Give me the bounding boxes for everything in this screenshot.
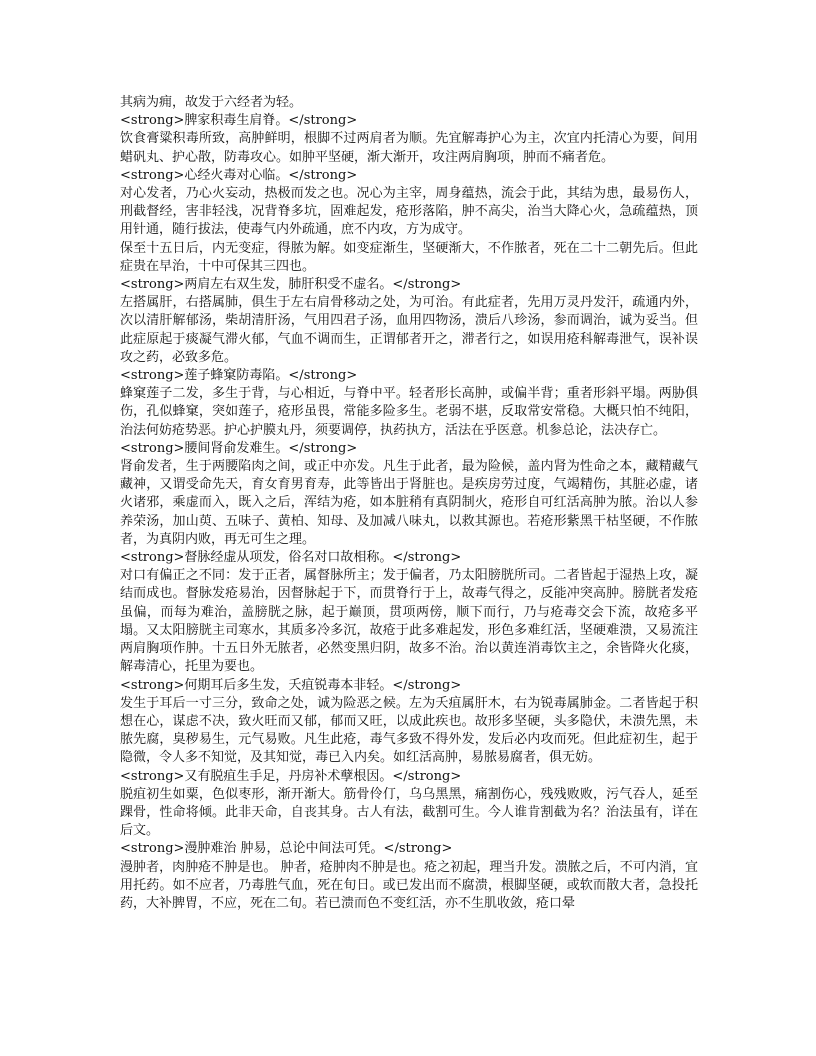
body-paragraph: 左搭属肝，右搭属肺，俱生于左右肩骨移动之处，为可治。有此症者，先用万灵丹发汗，疏通内外，次以清肝解郁汤，柴胡清肝汤，气用四君子汤，血用四物汤，溃后八珍汤，参而调治，诚为妥当。但此症原起于痰凝气滞火郁，气血不调而生，正谓郁者开之，滞者行之，如误用疮科解毒泄气，误补误攻之药，必致多危。	[120, 295, 698, 365]
section-heading: <strong>督脉经虚从项发，俗名对口故相称。</strong>	[120, 550, 462, 566]
body-paragraph: 对心发者，乃心火妄动，热极而发之也。况心为主宰，周身蕴热，流会于此，其结为患，最易伤人，刑截督经，害非轻浅，况背脊多坑，固难起发，疮形落陷，肿不高尖，治当大降心火，急疏蕴热，顶用针通，随行拔法，使毒气内外疏通，庶不内攻，方为成守。	[120, 186, 698, 238]
body-paragraph: 脱疽初生如粟，色似枣形，渐开渐大。筋骨伶仃，乌乌黑黑，痛割伤心，残残败败，污气吞人，延至踝骨，性命将倾。此非天命，自丧其身。古人有法，截割可生。今人谁肯割截为名？治法虽有，详在后文。	[120, 786, 698, 839]
section-heading: <strong>两肩左右双生发，肺肝积受不虚名。</strong>	[120, 277, 462, 293]
section-heading: <strong>脾家积毒生肩脊。</strong>	[120, 113, 358, 129]
document-page	[120, 94, 698, 913]
section-heading: <strong>腰间肾俞发难生。</strong>	[120, 440, 358, 456]
body-paragraph: 蜂窠莲子二发，多生于背，与心相近，与脊中平。轻者形长高肿，或偏半背；重者形斜平塌。两胁俱伤，孔似蜂窠，突如莲子，疮形虽畏，常能多险多生。老弱不堪，反取常安常稳。大概只怕不纯阳，治法何妨疮势恶。护心护膜丸丹，须要调停，执药执方，活法在乎医意。机参总论，法决存亡。	[120, 386, 698, 438]
body-paragraph: 发生于耳后一寸三分，致命之处，诚为险恶之候。左为夭疽属肝木，右为锐毒属肺金。二者皆起于积想在心，谋虑不决，致火旺而又郁，郁而又旺，以成此疾也。故形多坚硬，头多隐伏，未溃先黑，未脓先腐，臭秽易生，元气易败。凡生此疮，毒气多致不得外发，发后必内攻而死。但此症初生，起于隐微，令人多不知觉，及其知觉，毒已入内矣。如红活高肿，易脓易腐者，俱无妨。	[120, 695, 698, 766]
body-paragraph: 饮食膏粱积毒所致，高肿鲜明，根脚不过两肩者为顺。先宜解毒护心为主，次宜内托清心为要，间用蜡矾丸、护心散，防毒攻心。如肿平坚硬，渐大渐开，攻注两肩胸项，肿而不痛者危。	[120, 131, 698, 165]
section-heading: <strong>心经火毒对心临。</strong>	[120, 167, 358, 183]
body-paragraph: 其病为痈，故发于六经者为轻。	[120, 95, 303, 110]
section-heading: <strong>漫肿难治 肿易，总论中间法可凭。</strong>	[120, 841, 453, 857]
section-heading: <strong>莲子蜂窠防毒陷。</strong>	[120, 368, 358, 384]
body-paragraph: 对口有偏正之不同：发于正者，属督脉所主；发于偏者，乃太阳膀胱所司。二者皆起于湿热上攻，凝结而成也。督脉发疮易治，因督脉起于下，而贯脊行于上，故毒气得之，反能冲突高肿。膀胱者发疮虽偏，而每为难治，盖膀胱之脉，起于巅顶，贯项两傍，顺下而行，乃与疮毒交会下流，故疮多平塌。又太阳膀胱主司寒水，其质多冷多沉，故疮于此多难起发，形色多难红活，坚硬难溃，又易流注两肩胸项作肿。十五日外无脓者，必然变黑归阴，故多不治。治以黄连消毒饮主之，余皆降火化痰，解毒清心，托里为要也。	[120, 568, 698, 675]
body-paragraph: 漫肿者，肉肿疮不肿是也。 肿者，疮肿肉不肿是也。疮之初起，理当升发。溃脓之后，不可内消，宜用托药。如不应者，乃毒胜气血，死在旬日。或已发出而不腐溃，根脚坚硬，或软而散大者，急投托药，大补脾胃，不应，死在二旬。若已溃而色不变红活，亦不生肌收敛，疮口晕	[120, 859, 698, 911]
body-paragraph: 肾俞发者，生于两腰陷肉之间，或正中亦发。凡生于此者，最为险候，盖内肾为性命之本，藏精藏气藏神，又谓受命先天，育女育男育寿，此等皆出于肾脏也。是疾房劳过度，气竭精伤，其脏必虚，诸火诸邪，乘虚而入，既入之后，浑结为疮，如本脏稍有真阴制火，疮形自可红活高肿为脓。治以人参养荣汤，加山萸、五味子、黄柏、知母、及加减八味丸，以救其源也。若疮形紫黑干枯坚硬，不作脓者，为真阴内败，再无可生之理。	[120, 459, 698, 547]
body-paragraph: 保至十五日后，内无变症，得脓为解。如变症渐生，坚硬渐大，不作脓者，死在二十二朝先后。但此症贵在早治，十中可保其三四也。	[120, 240, 698, 274]
section-heading: <strong>何期耳后多生发，夭疽锐毒本非轻。</strong>	[120, 677, 462, 693]
section-heading: <strong>又有脱疽生手足，丹房补术孽根因。</strong>	[120, 768, 462, 784]
